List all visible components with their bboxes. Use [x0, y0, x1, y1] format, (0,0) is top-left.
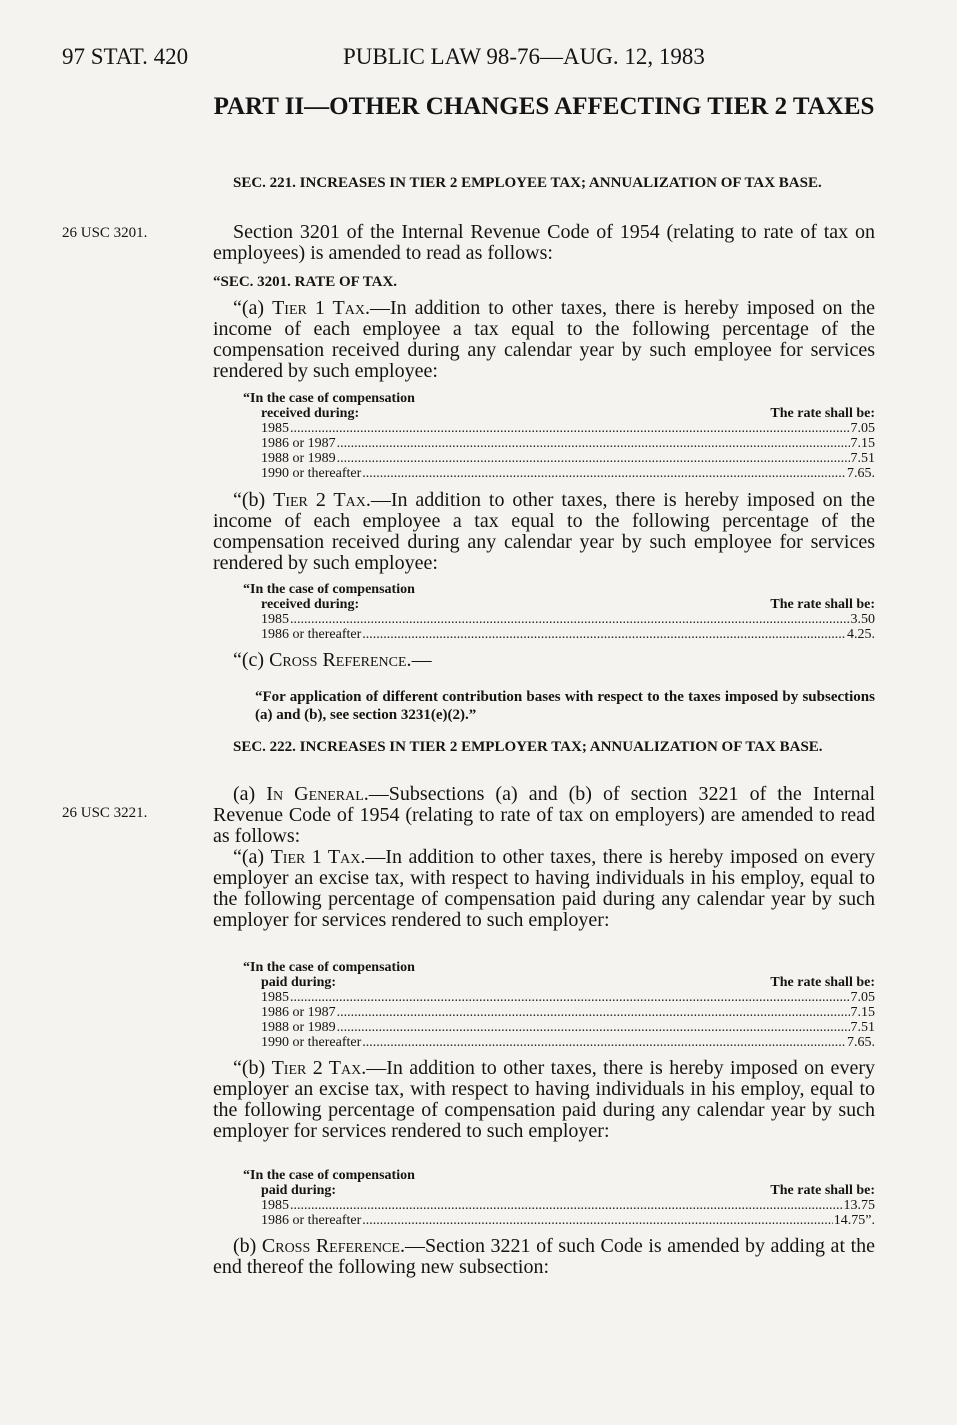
sec-222-a-paragraph	[213, 784, 875, 847]
sec-3201-b-label: “(b)	[233, 489, 274, 511]
rate-table-head-line1: “In the case of compensation	[243, 391, 415, 406]
part-title: PART II—OTHER CHANGES AFFECTING TIER 2 TAXES	[213, 93, 875, 120]
rate-table-head	[213, 1183, 875, 1198]
sec-222-b-text: —Section 3221 of such Code is amended by adding at the end thereof the following new subsection:	[213, 1235, 875, 1278]
sec-3221-a-caption: Tier 1 Tax.	[270, 846, 366, 868]
sec-222-b-paragraph	[213, 1236, 875, 1278]
section-221-heading: SEC. 221. INCREASES IN TIER 2 EMPLOYEE TAX; ANNUALIZATION OF TAX BASE.	[233, 175, 822, 191]
table-row	[213, 612, 875, 627]
cross-reference-note: “For application of different contribution bases with respect to the taxes imposed by subsections (a) and (b), see section 3231(e)(2).”	[255, 689, 875, 723]
sec-3201-a-label: “(a)	[233, 297, 273, 319]
rate-table-head-line2: received during:	[261, 597, 360, 612]
row-rate: 7.05	[850, 990, 875, 1005]
sec-3201-c-paragraph	[213, 650, 875, 671]
table-row	[213, 466, 875, 481]
table-row	[213, 990, 875, 1005]
rate-table-head-line2: received during:	[261, 406, 360, 421]
rate-table-rate-head: The rate shall be:	[770, 975, 875, 990]
rate-table-head-line2: paid during:	[261, 1183, 337, 1198]
row-rate: 7.15	[850, 436, 875, 451]
row-period: 1986 or 1987	[261, 436, 336, 451]
sec-3221-b-caption: Tier 2 Tax.	[271, 1057, 367, 1079]
employee-tier1-rate-table	[213, 391, 875, 481]
sec-3221-b-paragraph	[213, 1058, 875, 1142]
sec-3201-b-paragraph	[213, 490, 875, 574]
table-row	[213, 451, 875, 466]
stat-reference: 97 STAT. 420	[62, 44, 189, 69]
row-rate: 7.05	[850, 421, 875, 436]
sec-222-a-text: —Subsections (a) and (b) of section 3221 of the Internal Revenue Code of 1954 (relating to rate of tax on employers) are amended to read as follows:	[213, 783, 876, 847]
table-row	[213, 421, 875, 436]
table-row	[213, 1213, 875, 1228]
sec-222-b-caption: Cross Reference.	[261, 1235, 405, 1257]
row-rate: 14.75”.	[833, 1213, 875, 1228]
employer-tier2-rate-table	[213, 1168, 875, 1228]
section-221-intro: Section 3201 of the Internal Revenue Code of 1954 (relating to rate of tax on employees) is amended to read as follows:	[213, 221, 875, 264]
row-period: 1986 or 1987	[261, 1005, 336, 1020]
margin-note-26-usc-3201: 26 USC 3201.	[62, 225, 148, 241]
rate-table-rate-head: The rate shall be:	[770, 406, 875, 421]
row-period: 1985	[261, 1198, 289, 1213]
row-period: 1988 or 1989	[261, 451, 336, 466]
sec-222-a-label: (a)	[233, 783, 267, 805]
row-period: 1990 or thereafter	[261, 1035, 362, 1050]
row-rate: 7.51	[850, 451, 875, 466]
sec-3201-heading: “SEC. 3201. RATE OF TAX.	[213, 274, 398, 290]
row-period: 1985	[261, 612, 289, 627]
sec-222-a-caption: In General.	[266, 783, 369, 805]
public-law-header: PUBLIC LAW 98-76—AUG. 12, 1983	[343, 44, 705, 69]
table-row	[213, 436, 875, 451]
table-row	[213, 1035, 875, 1050]
sec-3221-a-label: “(a)	[233, 846, 271, 868]
sec-3201-c-label: “(c)	[233, 649, 270, 671]
row-period: 1985	[261, 990, 289, 1005]
row-rate: 7.15	[850, 1005, 875, 1020]
sec-3201-a-caption: Tier 1 Tax.	[272, 297, 370, 319]
sec-3221-b-label: “(b)	[233, 1057, 272, 1079]
sec-222-b-label: (b)	[233, 1235, 262, 1257]
table-row	[213, 1005, 875, 1020]
sec-3201-c-caption: Cross Reference.	[269, 649, 412, 671]
sec-3201-a-text: —In addition to other taxes, there is hereby imposed on the income of each employee a tax equal to the following percentage of the compensation received during any calendar year by such employee for services rendered by such employee:	[213, 297, 875, 382]
row-period: 1986 or thereafter	[261, 1213, 362, 1228]
rate-table-rate-head: The rate shall be:	[770, 1183, 875, 1198]
row-rate: 7.65.	[847, 1035, 875, 1050]
sec-3201-a-paragraph	[213, 298, 875, 382]
sec-3201-c-dash: —	[411, 649, 432, 671]
row-rate: 7.65.	[847, 466, 875, 481]
sec-3221-b-text: —In addition to other taxes, there is hereby imposed on every employer an excise tax, with respect to having individuals in his employ, equal to the following percentage of compensation paid during any calendar year by such employer for services rendered to such employer:	[213, 1057, 875, 1142]
table-row	[213, 1020, 875, 1035]
sec-3201-b-text: —In addition to other taxes, there is hereby imposed on the income of each employee a tax equal to the following percentage of the compensation received during any calendar year by such employee for services rendered by such employee:	[213, 489, 875, 574]
row-rate: 4.25.	[847, 627, 875, 642]
margin-note-26-usc-3221: 26 USC 3221.	[62, 805, 148, 821]
table-row	[213, 1198, 875, 1213]
employee-tier2-rate-table	[213, 582, 875, 642]
employer-tier1-rate-table	[213, 960, 875, 1050]
section-222-heading: SEC. 222. INCREASES IN TIER 2 EMPLOYER TAX; ANNUALIZATION OF TAX BASE.	[233, 739, 823, 755]
rate-table-head-line1: “In the case of compensation	[243, 1168, 415, 1183]
sec-3221-a-paragraph	[213, 847, 875, 931]
rate-table-head	[213, 975, 875, 990]
row-period: 1990 or thereafter	[261, 466, 362, 481]
row-rate: 7.51	[850, 1020, 875, 1035]
row-period: 1985	[261, 421, 289, 436]
sec-3221-a-text: —In addition to other taxes, there is hereby imposed on every employer an excise tax, with respect to having individuals in his employ, equal to the following percentage of compensation paid during any calendar year by such employer for services rendered to such employer:	[213, 846, 875, 931]
table-row	[213, 627, 875, 642]
rate-table-head-line1: “In the case of compensation	[243, 582, 415, 597]
row-period: 1986 or thereafter	[261, 627, 362, 642]
rate-table-head	[213, 406, 875, 421]
sec-3201-b-caption: Tier 2 Tax.	[273, 489, 371, 511]
row-rate: 3.50	[850, 612, 875, 627]
row-period: 1988 or 1989	[261, 1020, 336, 1035]
rate-table-head	[213, 597, 875, 612]
rate-table-head-line2: paid during:	[261, 975, 337, 990]
row-rate: 13.75	[843, 1198, 875, 1213]
rate-table-head-line1: “In the case of compensation	[243, 960, 415, 975]
rate-table-rate-head: The rate shall be:	[770, 597, 875, 612]
